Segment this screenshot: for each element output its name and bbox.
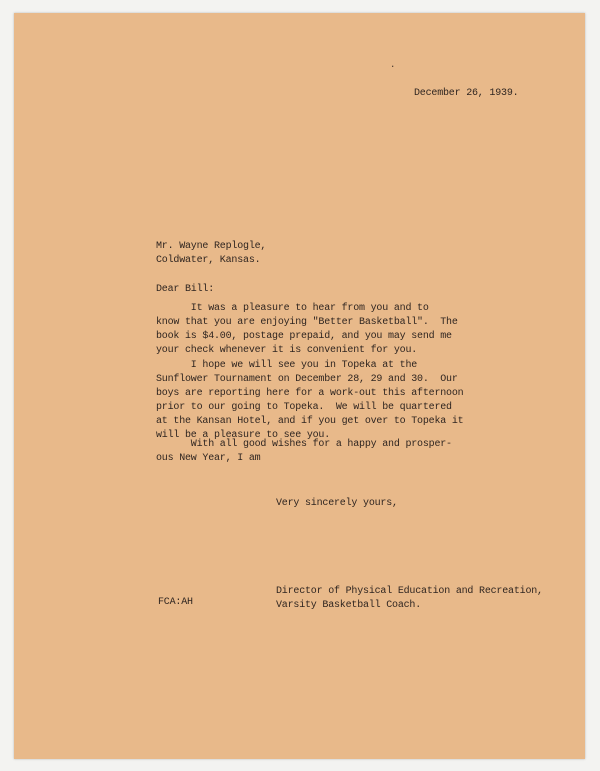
signature-title: Director of Physical Education and Recreation, bbox=[276, 586, 543, 597]
recipient-location: Coldwater, Kansas. bbox=[156, 255, 261, 266]
signature-role: Varsity Basketball Coach. bbox=[276, 600, 422, 611]
paragraph-1-line: know that you are enjoying "Better Basketball". The bbox=[156, 317, 458, 328]
paragraph-1-line: book is $4.00, postage prepaid, and you may send me bbox=[156, 331, 452, 342]
salutation: Dear Bill: bbox=[156, 284, 215, 295]
signature-block bbox=[276, 585, 543, 613]
paragraph-1-line: It was a pleasure to hear from you and to bbox=[156, 303, 429, 314]
paragraph-2 bbox=[156, 359, 463, 443]
paragraph-3 bbox=[156, 438, 452, 466]
paragraph-2-line: prior to our going to Topeka. We will be quartered bbox=[156, 402, 452, 413]
paragraph-2-line: I hope we will see you in Topeka at the bbox=[156, 360, 418, 371]
letter-date: December 26, 1939. bbox=[414, 88, 519, 99]
paragraph-2-line: Sunflower Tournament on December 28, 29 and 30. Our bbox=[156, 374, 458, 385]
paragraph-3-line: ous New Year, I am bbox=[156, 453, 261, 464]
reference-initials: FCA:AH bbox=[158, 597, 193, 608]
paragraph-1-line: your check whenever it is convenient for you. bbox=[156, 345, 418, 356]
paragraph-2-line: at the Kansan Hotel, and if you get over to Topeka it bbox=[156, 416, 464, 427]
paper-mark: · bbox=[390, 62, 396, 72]
paragraph-3-line: With all good wishes for a happy and prosper- bbox=[156, 439, 452, 450]
paragraph-2-line: will be a pleasure to see you. bbox=[156, 430, 331, 441]
recipient-name: Mr. Wayne Replogle, bbox=[156, 241, 267, 252]
paragraph-2-line: boys are reporting here for a work-out this afternoon bbox=[156, 388, 464, 399]
paragraph-1 bbox=[156, 302, 458, 358]
recipient-address bbox=[156, 240, 266, 268]
closing: Very sincerely yours, bbox=[276, 498, 398, 509]
